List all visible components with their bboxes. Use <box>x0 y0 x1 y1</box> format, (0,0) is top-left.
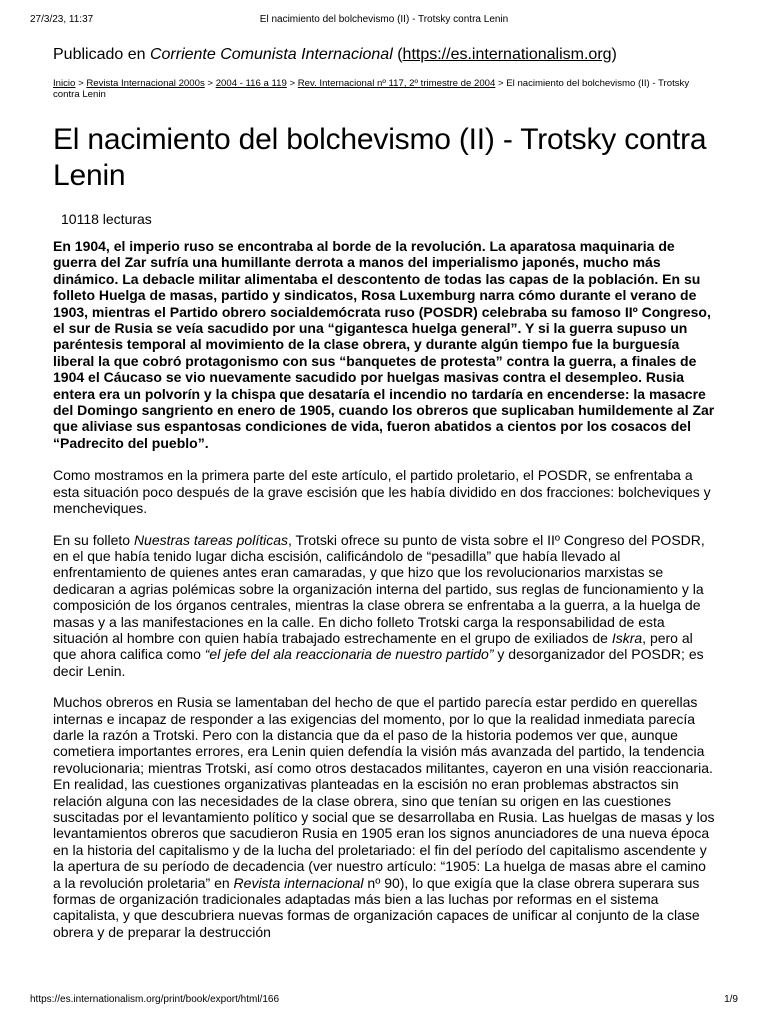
print-title: El nacimiento del bolchevismo (II) - Trotsky contra Lenin <box>259 14 509 25</box>
breadcrumb-separator: > <box>75 78 87 89</box>
article-lead: En 1904, el imperio ruso se encontraba al borde de la revolución. La aparatosa maquinaria de guerra del Zar sufría una humillante derrota a manos del imperialismo japonés, mucho más dinámico. La debacle militar alimentaba el descontento de todas las capas de la población. En su folleto Huelga de masas, partido y sindicatos, Rosa Luxemburg narra cómo durante el verano de 1903, mientras el Partido obrero socialdemócrata ruso (POSDR) celebraba su famoso IIº Congreso, el sur de Rusia se veía sacudido por una “gigantesca huelga general”. Y si la guerra supuso un paréntesis temporal al movimiento de la clase obrera, y durante algún tiempo fue la burguesía liberal la que cobró protagonismo con sus “banquetes de protesta” contra la guerra, a finales de 1904 el Cáucaso se vio nuevamente sacudido por huelgas masivas contra el desempleo. Rusia entera era un polvorín y la chispa que desataría el incendio no tardaría en encenderse: la masacre del Domingo sangriento en enero de 1905, cuando los obreros que suplicaban humildemente al Zar que aliviase sus espantosas condiciones de vida, fueron abatidos a cientos por los cosacos del “Padrecito del pueblo”. <box>53 238 715 451</box>
iskra-name: Iskra <box>611 629 643 646</box>
published-open-paren: ( <box>392 46 403 63</box>
print-date: 27/3/23, 11:37 <box>30 14 94 25</box>
breadcrumb <box>53 78 717 100</box>
breadcrumb-link-revista[interactable]: Revista Internacional 2000s <box>86 78 205 89</box>
text-run: nº 90), lo que exigía que la clase obrera superara sus formas de organización tradicionales adaptadas más bien a las luchas por reformas en el sistema capitalista, y que descubriera nuevas formas de organización capaces de unificar al conjunto de la clase obrera y de preparar la destrucción <box>53 874 700 940</box>
publication-name: Corriente Comunista Internacional <box>149 46 393 63</box>
revista-name: Revista internacional <box>233 874 364 891</box>
text-run: , Trotski ofrece su punto de vista sobre el IIº Congreso del POSDR, en el que había tenido lugar dicha escisión, calificándolo de “pesadilla” que había llevado al enfrentamiento de quienes antes eran camaradas, y que hizo que los revolucionarios marxistas se dedicaran a agrias polémicas sobre la organización interna del partido, sus reglas de funcionamiento y la composición de los órganos centrales, mientras la clase obrera se enfrentaba a la guerra, a la huelga de masas y a las manifestaciones en la calle. En dicho folleto Trotski carga la responsabilidad de esta situación al hombre con quien había trabajado estrechamente en el grupo de exiliados de <box>53 531 705 646</box>
text-run: , pero al que ahora califica como <box>53 629 693 663</box>
published-prefix: Publicado en <box>53 46 150 63</box>
text-run: y desorganizador del POSDR; es decir Lenin. <box>53 646 704 679</box>
paragraph-1: Como mostramos en la primera parte del este artículo, el partido proletario, el POSDR, se enfrentaba a esta situación poco después de la grave escisión que les había dividido en dos fracciones: bolcheviques y mencheviques. <box>53 467 711 517</box>
article-content <box>53 44 717 955</box>
breadcrumb-separator: > <box>495 78 507 89</box>
print-url: https://es.internationalism.org/print/book/export/html/166 <box>30 994 280 1005</box>
quote-lenin: “el jefe del ala reaccionaria de nuestro partido” <box>204 646 494 663</box>
breadcrumb-link-inicio[interactable]: Inicio <box>53 78 76 89</box>
paragraph-3 <box>53 694 717 940</box>
breadcrumb-current: El nacimiento del bolchevismo (II) - Trotsky contra Lenin <box>53 78 690 100</box>
text-run: Muchos obreros en Rusia se lamentaban del hecho de que el partido parecía estar perdido en querellas internas e incapaz de responder a las exigencias del momento, por lo que la realidad inmediata parecía darle la razón a Trotski. Pero con la distancia que da el paso de la historia podemos ver que, aunque cometiera importantes errores, era Lenin quien defendía la visión más avanzada del partido, la tendencia revolucionaria; mientras Trotski, así como otros destacados militantes, cayeron en una visión reaccionaria. En realidad, las cuestiones organizativas planteadas en la escisión no eran problemas abstractos sin relación alguna con las necesidades de la clase obrera, sino que tenían su origen en las cuestiones suscitadas por el levantamiento político y social que se desarrollaba en Rusia. Las huelgas de masas y los levantamientos obreros que sacudieron Rusia en 1905 eran los signos anunciadores de una nueva época en la historia del capitalismo y de la lucha del proletariado: el fin del período del capitalismo ascendente y la apertura de su período de decadencia (ver nuestro artículo: “1905: La huelga de masas abre el camino a la revolución proletaria” en <box>53 694 715 891</box>
published-line <box>53 44 717 66</box>
site-link[interactable]: https://es.internationalism.org <box>402 46 612 63</box>
breadcrumb-separator: > <box>204 78 216 89</box>
breadcrumb-link-2004[interactable]: 2004 - 116 a 119 <box>215 78 287 89</box>
text-run: En su folleto <box>53 531 134 548</box>
print-header <box>30 14 738 30</box>
breadcrumb-separator: > <box>286 78 298 89</box>
page-number: 1/9 <box>724 994 738 1005</box>
published-close-paren: ) <box>611 46 617 63</box>
folleto-title: Nuestras tareas políticas <box>133 531 289 548</box>
print-footer <box>30 994 738 1010</box>
paragraph-2 <box>53 532 717 680</box>
breadcrumb-link-rev-117[interactable]: Rev. Internacional nº 117, 2º trimestre de 2004 <box>297 78 496 89</box>
article-title: El nacimiento del bolchevismo (II) - Trotsky contra Lenin <box>53 123 707 192</box>
read-count: 10118 lecturas <box>61 211 152 227</box>
